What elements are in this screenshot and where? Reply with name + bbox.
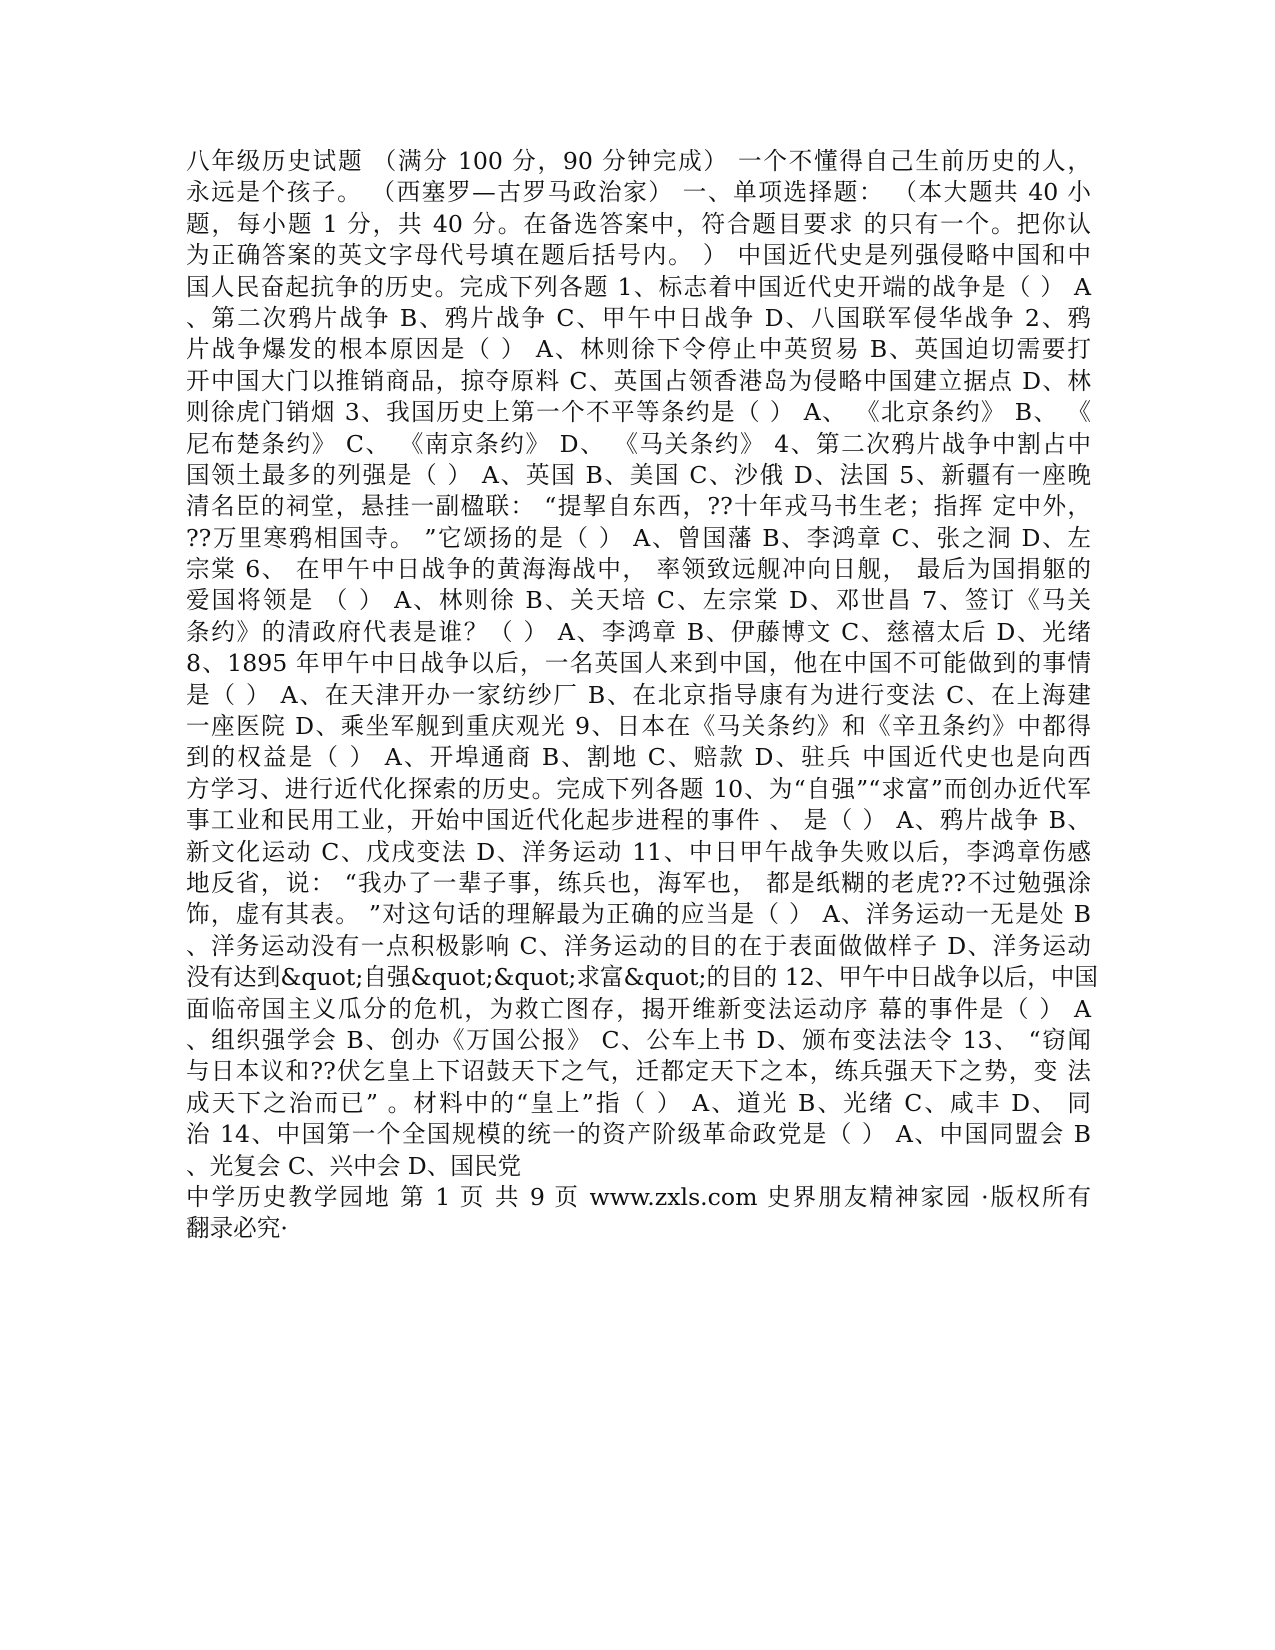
text-line: 片战争爆发的根本原因是（ ） A、林则徐下令停止中英贸易 B、英国迫切需要打 xyxy=(186,335,1091,364)
text-line: 清名臣的祠堂，悬挂一副楹联： “提挈自东西，??十年戎马书生老；指挥 定中外， xyxy=(186,492,1091,521)
document-text xyxy=(186,146,1098,1245)
text-line: 为正确答案的英文字母代号填在题后括号内。 ） 中国近代史是列强侵略中国和中 xyxy=(186,241,1091,270)
text-line: 饰，虚有其表。 ”对这句话的理解最为正确的应当是（ ） A、洋务运动一无是处 B xyxy=(186,900,1091,929)
text-line: 、光复会 C、兴中会 D、国民党 xyxy=(186,1151,522,1180)
text-line: 面临帝国主义瓜分的危机，为救亡图存，揭开维新变法运动序 幕的事件是（ ） A xyxy=(186,994,1091,1023)
text-line: 则徐虎门销烟 3、我国历史上第一个不平等条约是（ ） A、 《北京条约》 B、 《 xyxy=(186,398,1091,427)
footer-line: 翻录必究· xyxy=(186,1214,288,1243)
text-line: 开中国大门以推销商品，掠夺原料 C、英国占领香港岛为侵略中国建立据点 D、林 xyxy=(186,366,1091,395)
text-line: 成天下之治而已” 。材料中的“皇上”指（ ） A、道光 B、光绪 C、咸丰 D、 同 xyxy=(186,1088,1091,1117)
text-line: 宗棠 6、 在甲午中日战争的黄海海战中， 率领致远舰冲向日舰， 最后为国捐躯的 xyxy=(186,555,1091,584)
text-line: 八年级历史试题 （满分 100 分，90 分钟完成） 一个不懂得自己生前历史的人， xyxy=(186,147,1091,175)
text-line: 8、1895 年甲午中日战争以后，一名英国人来到中国，他在中国不可能做到的事情 xyxy=(186,649,1091,678)
text-line: 爱国将领是 （ ） A、林则徐 B、关天培 C、左宗棠 D、邓世昌 7、签订《马关 xyxy=(186,586,1091,615)
text-line: 、洋务运动没有一点积极影响 C、洋务运动的目的在于表面做做样子 D、洋务运动 xyxy=(186,931,1091,960)
text-line: 与日本议和??伏乞皇上下诏鼓天下之气，迁都定天下之本，练兵强天下之势，变 法 xyxy=(186,1057,1091,1086)
text-line: 、第二次鸦片战争 B、鸦片战争 C、甲午中日战争 D、八国联军侵华战争 2、鸦 xyxy=(186,303,1091,332)
text-line: 尼布楚条约》 C、 《南京条约》 D、 《马关条约》 4、第二次鸦片战争中割占中 xyxy=(186,429,1091,458)
text-line: 国领土最多的列强是（ ） A、英国 B、美国 C、沙俄 D、法国 5、新疆有一座晚 xyxy=(186,460,1091,489)
text-line: 到的权益是（ ） A、开埠通商 B、割地 C、赔款 D、驻兵 中国近代史也是向西 xyxy=(186,743,1091,772)
text-line: 没有达到&quot;自强&quot;&quot;求富&quot;的目的 12、甲午中日战争以后，中国 xyxy=(186,963,1098,992)
text-line: 、组织强学会 B、创办《万国公报》 C、公车上书 D、颁布变法法令 13、 “窃闻 xyxy=(186,1025,1091,1054)
text-line: 永远是个孩子。 （西塞罗—古罗马政治家） 一、单项选择题： （本大题共 40 小 xyxy=(186,178,1091,207)
footer-line: 中学历史教学园地 第 1 页 共 9 页 www.zxls.com 史界朋友精神家园 ·版权所有 xyxy=(186,1182,1091,1211)
text-line: 治 14、中国第一个全国规模的统一的资产阶级革命政党是（ ） A、中国同盟会 B xyxy=(186,1120,1091,1149)
text-line: 方学习、进行近代化探索的历史。完成下列各题 10、为“自强”“求富”而创办近代军 xyxy=(186,774,1091,803)
text-line: 新文化运动 C、戊戌变法 D、洋务运动 11、中日甲午战争失败以后，李鸿章伤感 xyxy=(186,837,1091,866)
text-line: 题，每小题 1 分，共 40 分。在备选答案中，符合题目要求 的只有一个。把你认 xyxy=(186,209,1091,238)
text-line: 是（ ） A、在天津开办一家纺纱厂 B、在北京指导康有为进行变法 C、在上海建 xyxy=(186,680,1091,709)
text-line: 国人民奋起抗争的历史。完成下列各题 1、标志着中国近代史开端的战争是（ ） A xyxy=(186,272,1091,301)
text-line: 事工业和民用工业，开始中国近代化起步进程的事件 、 是（ ） A、鸦片战争 B、 xyxy=(186,806,1091,835)
text-line: 地反省，说： “我办了一辈子事，练兵也，海军也， 都是纸糊的老虎??不过勉强涂 xyxy=(186,868,1091,897)
text-line: ??万里寒鸦相国寺。 ”它颂扬的是（ ） A、曾国藩 B、李鸿章 C、张之洞 D、左 xyxy=(186,523,1091,552)
text-line: 条约》的清政府代表是谁？（ ） A、李鸿章 B、伊藤博文 C、慈禧太后 D、光绪 xyxy=(186,617,1091,646)
text-line: 一座医院 D、乘坐军舰到重庆观光 9、日本在《马关条约》和《辛丑条约》中都得 xyxy=(186,712,1091,741)
